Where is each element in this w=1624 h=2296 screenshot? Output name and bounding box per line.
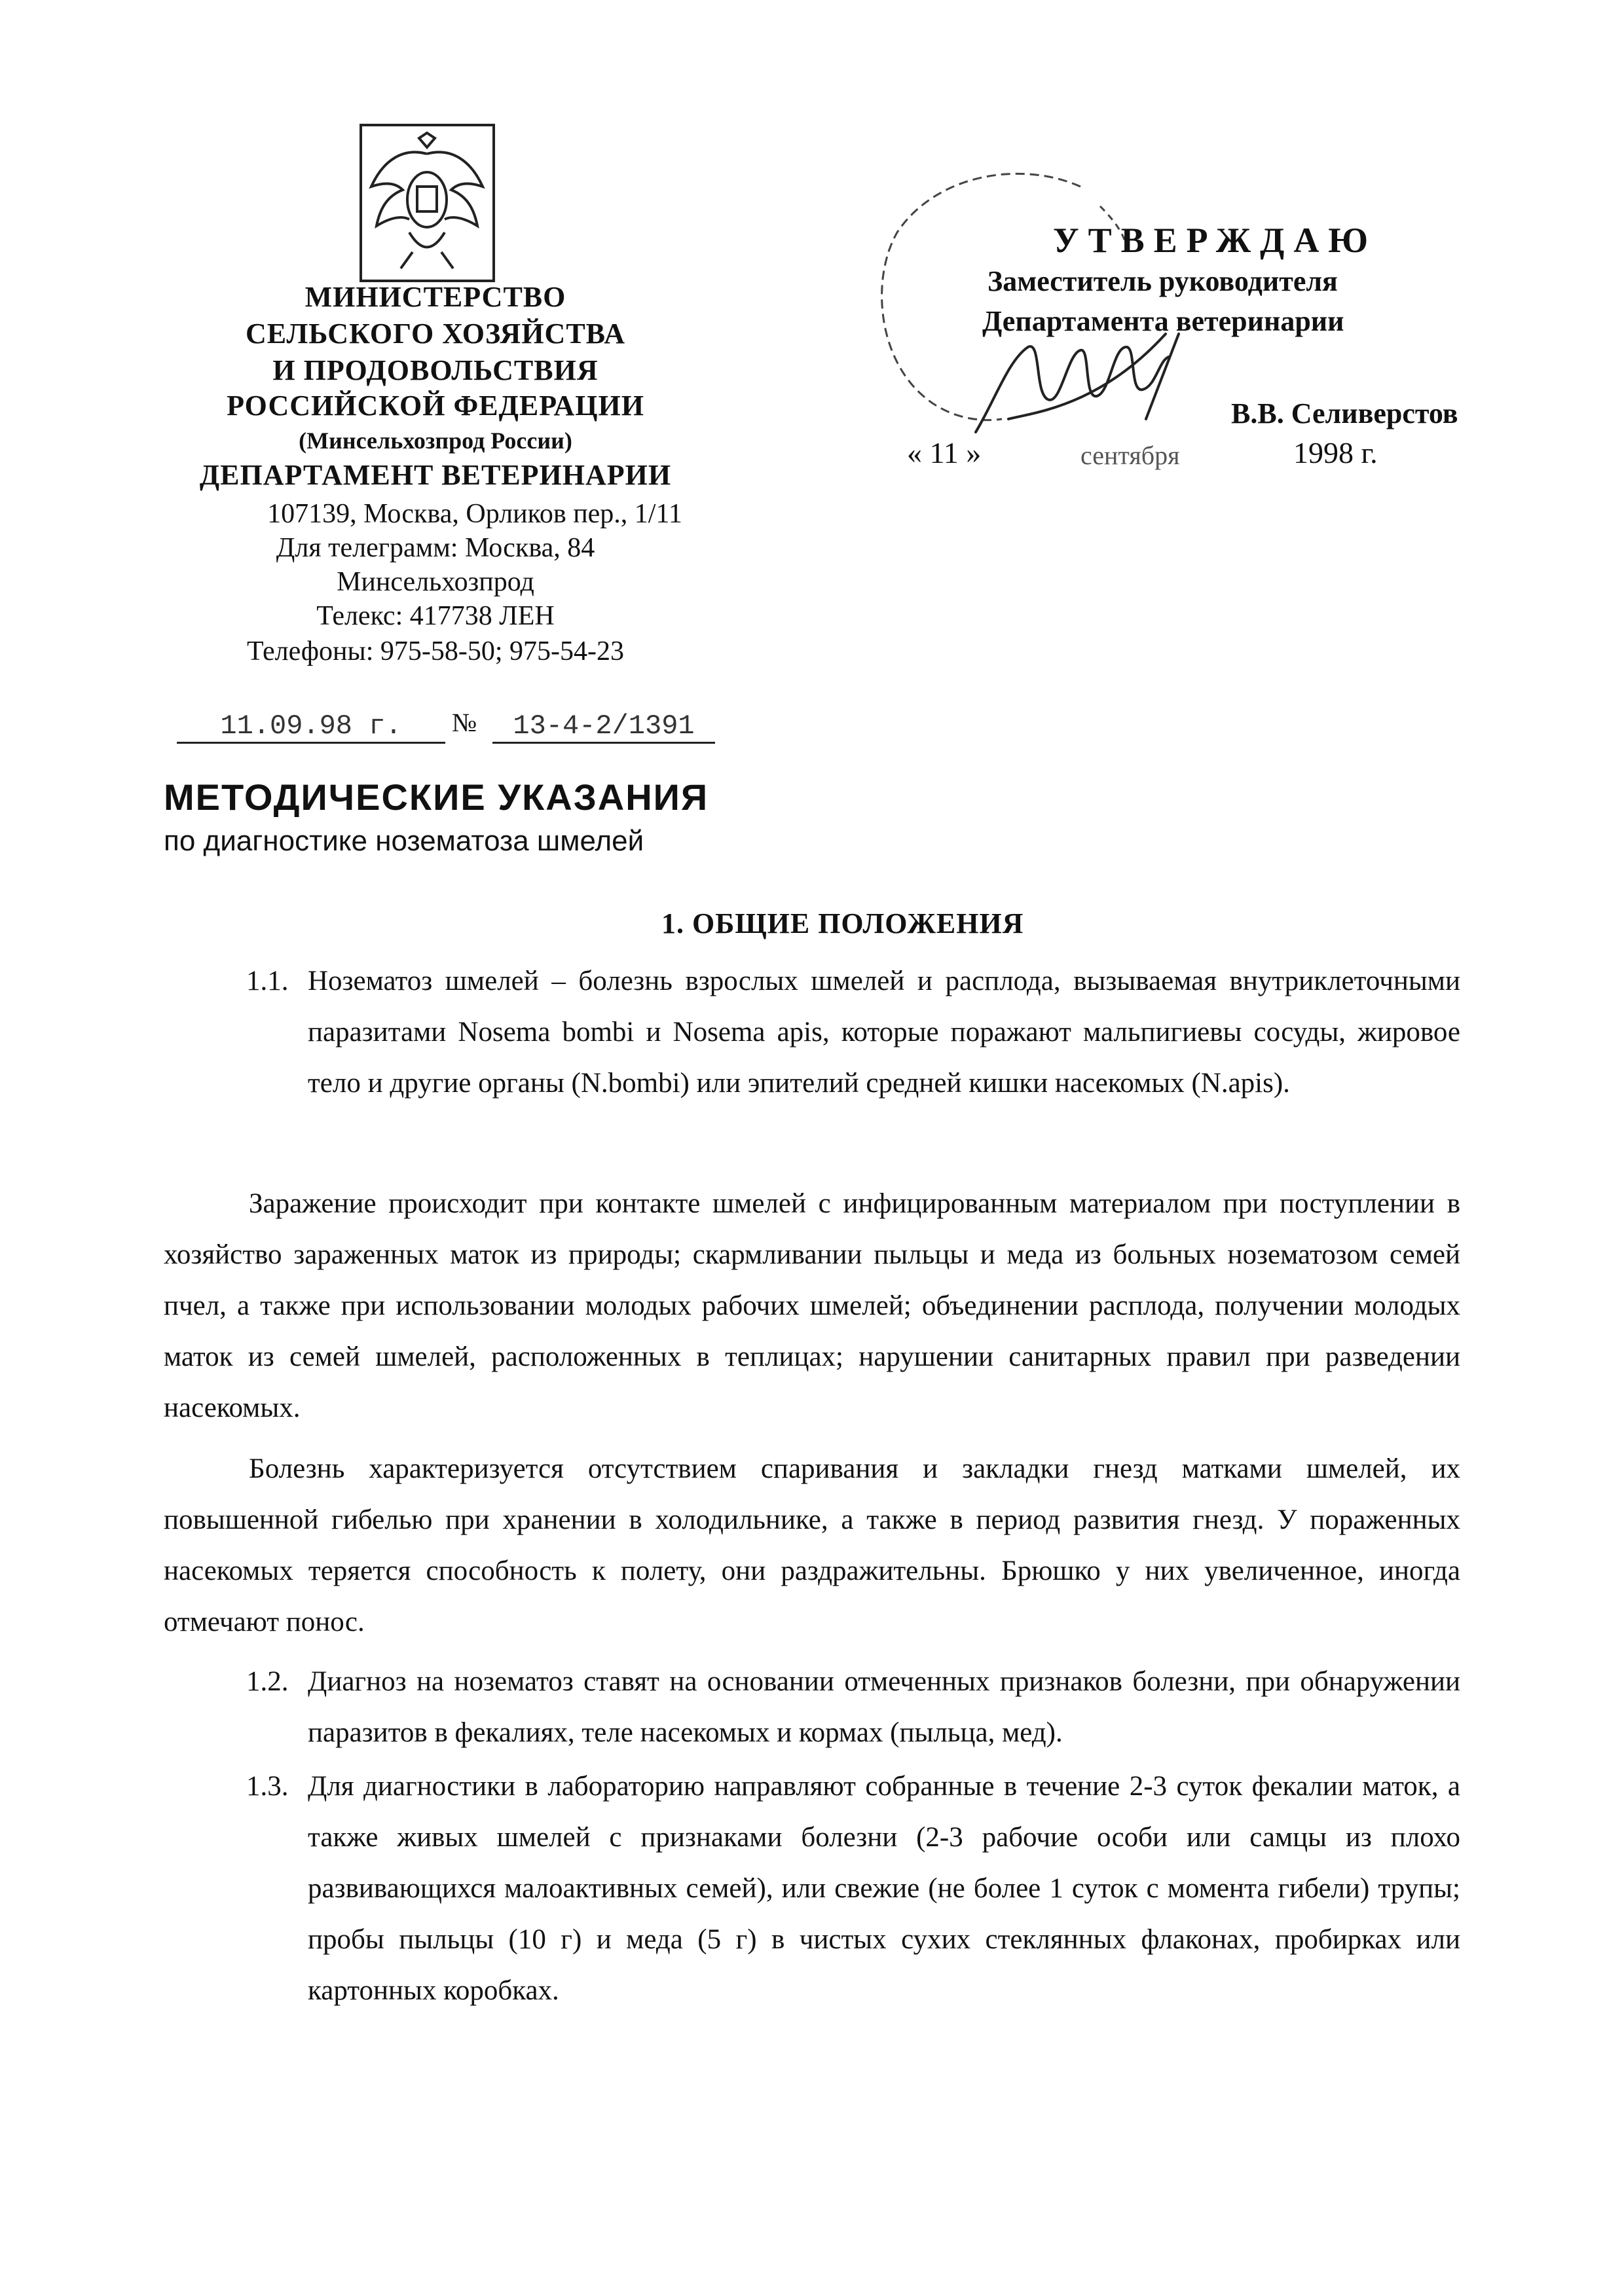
item-1-3-number: 1.3. — [246, 1771, 289, 1802]
approval-name: В.В. Селиверстов — [1231, 397, 1458, 429]
registration-date: 11.09.98 г. — [177, 710, 445, 744]
item-1-1-text: Нозематоз шмелей – болезнь взрослых шмелей и расплода, вызываемая внутриклеточными паразитами Nosema bombi и Nosema apis, которые поражают мальпигиевы сосуды, жировое тело и другие органы (N.bombi) или эпителий средней кишки насекомых (N.apis). — [308, 966, 1460, 1099]
telegram-address: Для телеграмм: Москва, 84 — [276, 533, 595, 563]
section-heading: 1. ОБЩИЕ ПОЛОЖЕНИЯ — [661, 907, 1024, 939]
item-1-2-text: Диагноз на нозематоз ставят на основании отмеченных признаков болезни, при обнаружении паразитов в фекалиях, теле насекомых и кормах (пыльца, мед). — [308, 1666, 1460, 1748]
state-emblem-icon — [357, 121, 498, 285]
ministry-short-name: (Минсельхозпрод России) — [299, 428, 572, 454]
ministry-line-1: МИНИСТЕРСТВО — [304, 281, 566, 313]
item-1-3-text: Для диагностики в лабораторию направляют собранные в течение 2-3 суток фекалии маток, а также живых шмелей с признаками болезни (2-3 рабочие особи или самцы из плохо развивающихся малоактивных семей), или свежие (не более 1 суток с момента гибели) трупы; пробы пыльцы (10 г) и меда (5 г) в чистых сухих стеклянных флаконах, пробирках или картонных коробках. — [308, 1771, 1460, 2006]
handwritten-signature — [969, 321, 1192, 452]
registration-number-label: № — [452, 708, 477, 737]
ministry-line-3: И ПРОДОВОЛЬСТВИЯ — [272, 354, 599, 386]
item-1-1-number: 1.1. — [246, 966, 289, 996]
item-1-2-number: 1.2. — [246, 1666, 289, 1697]
approval-position-line-2: Департамента ветеринарии — [982, 305, 1344, 337]
paragraph-infection: Заражение происходит при контакте шмелей с инфицированным материалом при поступлении в хозяйство зараженных маток из природы; скармливании пыльцы и меда из больных нозематозом семей пчел, а также при использовании молодых рабочих шмелей; объединении расплода, получении молодых маток из семей шмелей, расположенных в теплицах; нарушении санитарных правил при разведении насекомых. — [164, 1188, 1460, 1423]
department-name: ДЕПАРТАМЕНТ ВЕТЕРИНАРИИ — [199, 459, 672, 491]
registration-number: 13-4-2/1391 — [492, 710, 715, 744]
paragraph-characteristics: Болезнь характеризуется отсутствием спаривания и закладки гнезд матками шмелей, их повышенной гибелью при хранении в холодильнике, а также в период развития гнезд. У пораженных насекомых теряется способность к полету, они раздражительны. Брюшко у них увеличенное, иногда отмечают понос. — [164, 1453, 1460, 1637]
approval-title: УТВЕРЖДАЮ — [1053, 221, 1378, 260]
document-subtitle: по диагностике нозематоза шмелей — [164, 825, 644, 857]
ministry-line-4: РОССИЙСКОЙ ФЕДЕРАЦИИ — [227, 390, 644, 422]
approval-position-line-1: Заместитель руководителя — [987, 265, 1338, 297]
document-title: МЕТОДИЧЕСКИЕ УКАЗАНИЯ — [164, 776, 709, 818]
ministry-line-2: СЕЛЬСКОГО ХОЗЯЙСТВА — [245, 318, 626, 350]
address: 107139, Москва, Орликов пер., 1/11 — [267, 499, 682, 529]
approval-year: 1998 г. — [1293, 436, 1378, 469]
phones: Телефоны: 975-58-50; 975-54-23 — [246, 636, 624, 666]
telex: Телекс: 417738 ЛЕН — [316, 601, 555, 631]
telegram-code: Минсельхозпрод — [337, 567, 534, 597]
approval-month: сентября — [1080, 441, 1180, 470]
approval-day: « 11 » — [907, 436, 982, 469]
